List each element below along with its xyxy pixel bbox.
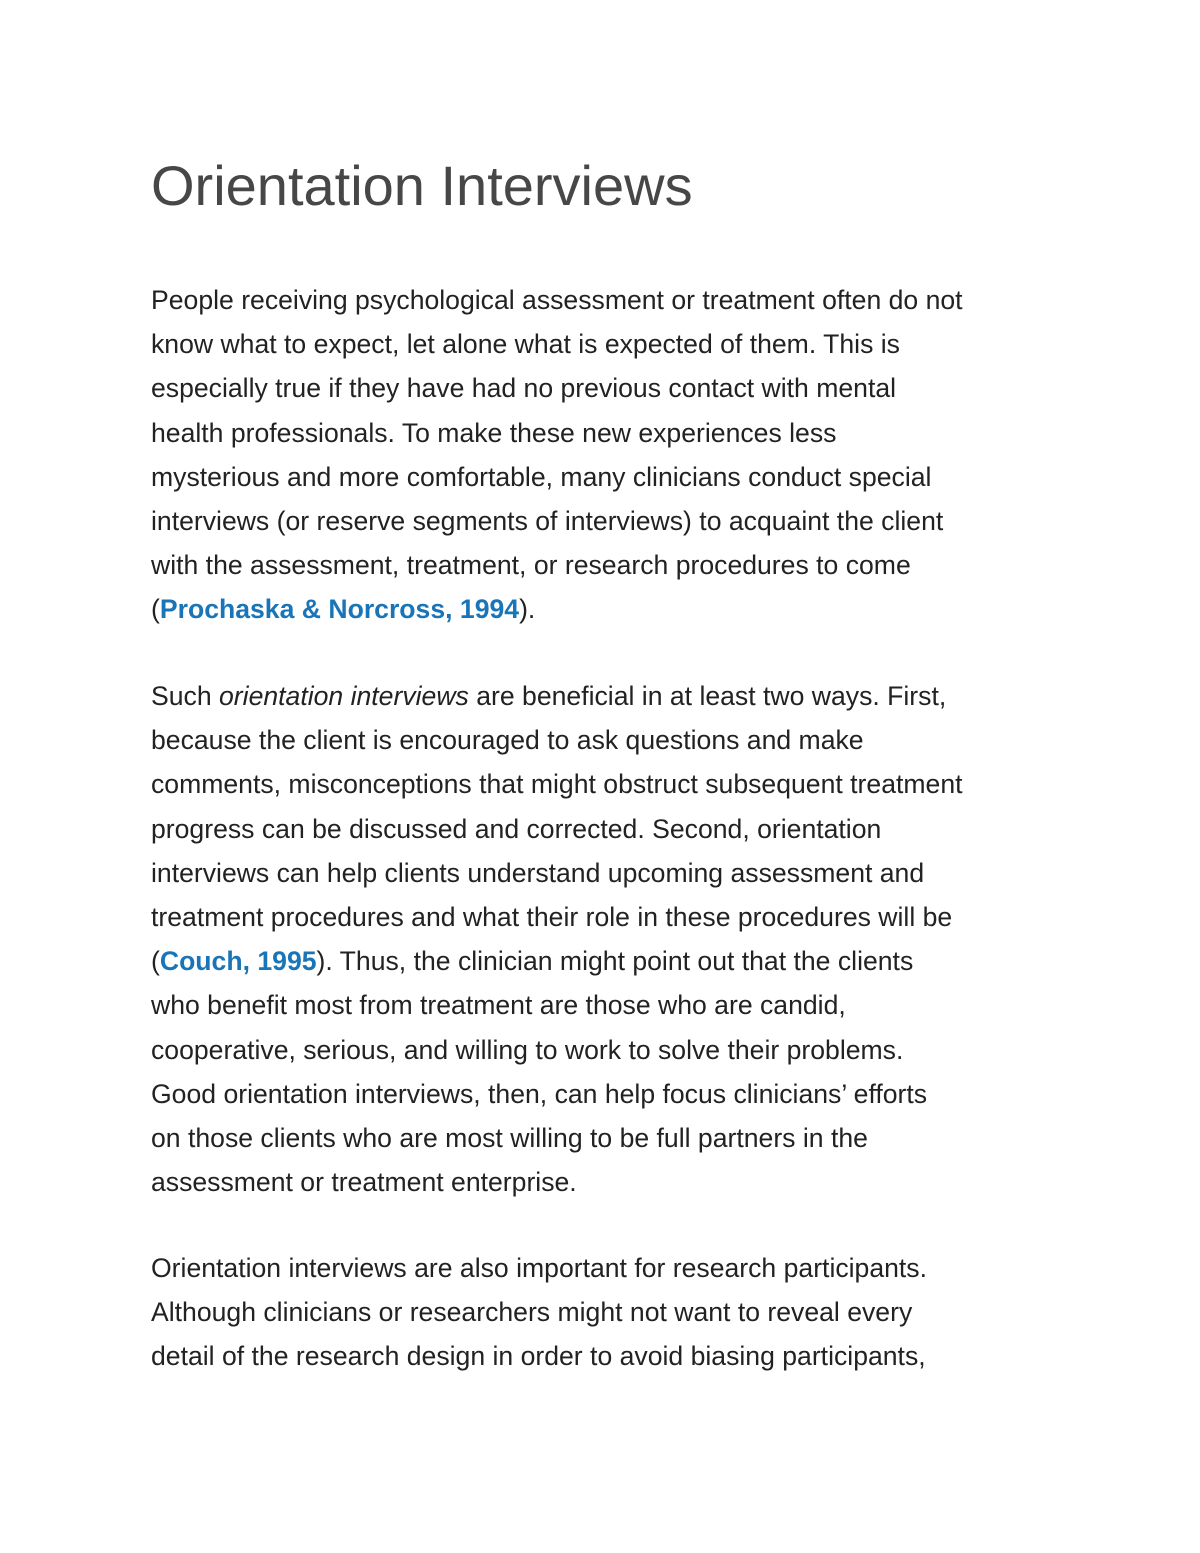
citation-link-couch[interactable]: Couch, 1995 <box>159 946 317 977</box>
text-line: assessment or treatment enterprise. <box>151 1167 577 1198</box>
text-line: People receiving psychological assessment or treatment often do not <box>151 285 963 315</box>
text-line <box>151 939 963 983</box>
paragraph-benefits <box>151 674 963 1204</box>
text-line: on those clients who are most willing to be full partners in the <box>151 1123 868 1154</box>
text-run: are beneficial in at least two ways. First, <box>468 681 947 711</box>
emphasis-term: orientation interviews <box>219 681 469 711</box>
paren-close: ). <box>519 594 536 625</box>
document-page <box>151 150 1061 1372</box>
page-title: Orientation Interviews <box>151 154 693 217</box>
text-line: who benefit most from treatment are those who are candid, <box>151 990 846 1021</box>
text-run: Such <box>151 681 220 711</box>
text-line: especially true if they have had no previous contact with mental <box>151 373 897 404</box>
text-run: ). Thus, the clinician might point out that the clients <box>316 946 914 977</box>
text-line: Although clinicians or researchers might not want to reveal every <box>151 1297 913 1328</box>
text-line: with the assessment, treatment, or research procedures to come <box>151 550 911 581</box>
paragraph-intro <box>151 278 963 632</box>
text-line: detail of the research design in order to avoid biasing participants, <box>151 1341 926 1372</box>
text-line: because the client is encouraged to ask questions and make <box>151 725 864 756</box>
paren-open: ( <box>151 946 160 977</box>
text-line: mysterious and more comfortable, many clinicians conduct special <box>151 461 932 492</box>
text-line: health professionals. To make these new experiences less <box>151 417 837 448</box>
text-line <box>151 674 963 718</box>
text-line: know what to expect, let alone what is expected of them. This is <box>151 329 900 360</box>
text-line: Good orientation interviews, then, can help focus clinicians’ efforts <box>151 1078 928 1109</box>
text-line: comments, misconceptions that might obstruct subsequent treatment <box>151 769 963 800</box>
paragraph-research <box>151 1246 927 1379</box>
text-line: Orientation interviews are also important for research participants. <box>151 1253 927 1283</box>
text-line: interviews can help clients understand upcoming assessment and <box>151 857 925 888</box>
text-line: treatment procedures and what their role in these procedures will be <box>151 902 953 933</box>
text-line <box>151 587 963 631</box>
text-line: cooperative, serious, and willing to work to solve their problems. <box>151 1034 904 1065</box>
text-line: progress can be discussed and corrected. Second, orientation <box>151 813 882 844</box>
citation-link-prochaska-norcross[interactable]: Prochaska & Norcross, 1994 <box>159 594 520 625</box>
paren-open: ( <box>151 594 160 625</box>
text-line: interviews (or reserve segments of interviews) to acquaint the client <box>151 506 944 537</box>
